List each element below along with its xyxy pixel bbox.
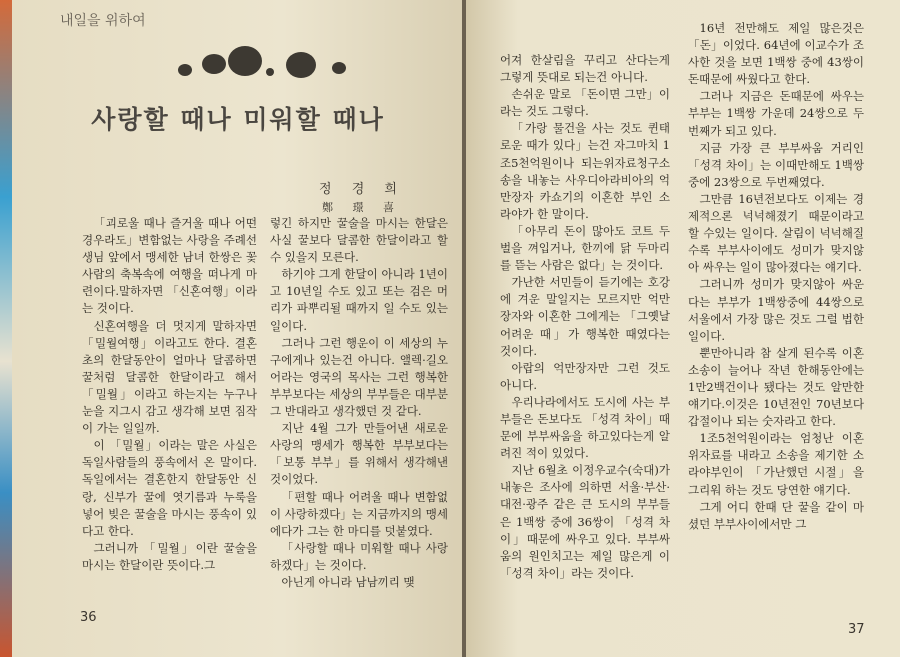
- paragraph: 렇긴 하지만 꿀술을 마시는 한달은 사실 꿀보다 달콤한 한달이라고 할 수 있을지 모른다.: [270, 216, 448, 265]
- paragraph: 「사랑할 때나 미워할 때나 사랑하겠다」는 것이다.: [270, 540, 448, 572]
- paragraph: 「괴로울 때나 즐거울 때나 어떤 경우라도」변함없는 사랑을 주례선생님 앞에서 맹세한 남녀 한쌍은 꽃사람의 축복속에 여행을 떠나게 마련이다.말하자면 「신혼여행」이라는 것이다.: [82, 216, 257, 316]
- paragraph: 그러니까 성미가 맞지않아 싸운다는 부부가 1백쌍중에 44쌍으로 서울에서 가장 많은 것도 그럴 법한 일이다.: [688, 277, 864, 343]
- article-title: 사랑할 때나 미워할 때나: [91, 105, 385, 134]
- page-edge: [0, 0, 12, 657]
- page-number: 36: [80, 610, 97, 625]
- ink-blot-decoration: [172, 40, 372, 90]
- text-column-4: [688, 20, 864, 533]
- paragraph: 우리나라에서도 도시에 사는 부부들은 돈보다도 「성격 차이」때문에 부부싸움을 하고있다는게 알려진 적이 있었다.: [500, 394, 670, 461]
- page-number: 37: [848, 622, 865, 637]
- paragraph: 아닌게 아니라 남남끼리 맺: [281, 574, 415, 589]
- paragraph: 그러나 지금은 돈때문에 싸우는 부부는 1백쌍 가운데 24쌍으로 두번째가 되고 있다.: [688, 89, 864, 138]
- paragraph: 아랍의 억만장자만 그런 것도 아니다.: [500, 360, 670, 392]
- paragraph: 그게 어디 한때 단 꿀을 같이 마셨던 부부사이에서만 그: [688, 499, 864, 531]
- author-name: 정 경 희: [319, 182, 405, 197]
- paragraph: 「가랑 물건을 사는 것도 퀸태로운 때가 있다」는건 자그마치 1조5천억원이나 되는위자료청구소송을 내놓는 사우디아라비아의 억만장자 카쇼기의 이혼한 부인 소라야가 한 말이다.: [500, 121, 670, 221]
- paragraph: 이 「밀월」이라는 말은 사실은 독일사람들의 풍속에서 온 말이다. 독일에서는 결혼한지 한달동안 신랑, 신부가 꿀에 엿기름과 누룩을 넣어 빚은 꿀술을 마시는 풍속이 있다고 한다.: [82, 438, 257, 538]
- paragraph: 뿐만아니라 참 살게 된수록 이혼 소송이 늘어나 작년 한해동안에는 1만2백건이나 됐다는 것도 알만한 얘기다.이것은 10년전인 70년보다 갑절이나 되는 숫자라고 한다.: [688, 345, 864, 429]
- right-page: [466, 0, 900, 657]
- paragraph: 지금 가장 큰 부부싸움 거리인 「성격 차이」는 이때만해도 1백쌍중에 23쌍으로 두번째였다.: [688, 140, 864, 189]
- paragraph: 16년 전만해도 제일 많은것은 「돈」이었다. 64년에 이교수가 조사한 것을 보면 1백쌍 중에 43쌍이 돈때문에 싸웠다고 한다.: [688, 21, 864, 87]
- paragraph: 「편할 때나 어려울 때나 변함없이 사랑하겠다」는 지금까지의 맹세에다가 그는 한 마디를 덧붙였다.: [270, 489, 448, 538]
- paragraph: 손쉬운 말로 「돈이면 그만」이라는 것도 그렇다.: [500, 87, 670, 119]
- author-byline: [312, 178, 412, 215]
- paragraph: 하기야 그게 한달이 아니라 1년이고 10년일 수도 있고 또는 검은 머리가 파뿌리될 때까지 일 수도 있는 일이다.: [270, 267, 448, 333]
- paragraph: 가난한 서민들이 듣기에는 호강에 겨운 말일지는 모르지만 억만장자와 이혼한 그에게는 「그옛날 어려운 때」가 행복한 때였다는 것이다.: [500, 275, 670, 358]
- section-label: 내일을 위하여: [60, 13, 146, 29]
- paragraph: 그만큼 16년전보다도 이제는 경제적으론 넉넉해졌기 때문이라고 할 수있는 일이다. 살림이 넉넉해질 수록 부부사이에도 성미가 맞지않아 싸우는 일이 많아졌다는 얘기다.: [688, 191, 864, 275]
- paragraph: 지난 6월초 이정우교수(숙대)가 내놓은 조사에 의하면 서울·부산·대전·광주 같은 큰 도시의 부부들은 1백쌍 중에 36쌍이 「성격 차이」때문에 싸우고 있다. 부부싸움의 원인치고는 제일 많은게 이 「성격 차이」라는 것이다.: [500, 463, 670, 580]
- paragraph: 지난 4월 그가 만들어낸 새로운 사랑의 맹세가 행복한 부부보다는 「보통 부부」를 위해서 생각해낸 것이었다.: [270, 421, 448, 487]
- paragraph: 그러니까 「밀월」이란 꿀술을 마시는 한달이란 뜻이다.그: [82, 540, 257, 572]
- paragraph: 신혼여행을 더 멋지게 말하자면 「밀월여행」이라고도 한다. 결혼초의 한달동안이 얼마나 달콤하면 꿀처럼 달콤한 한달이라고 해서 「밀월」이라고 하는지는 누구나 눈을 지그시 감고 생각해 보면 짐작이 가는 일일까.: [82, 318, 257, 436]
- text-column-1: [82, 215, 257, 574]
- paragraph: 1조5천억원이라는 엄청난 이혼 위자료를 내라고 소송을 제기한 소라야부인이 「가난했던 시절」을 그리워 하는 것도 당연한 얘기다.: [688, 431, 864, 497]
- paragraph: 「아무리 돈이 많아도 코트 두벌을 껴입거나, 한끼에 닭 두마리를 뜯는 사람은 없다」는 것이다.: [500, 223, 670, 273]
- text-column-2: [270, 215, 448, 591]
- left-page: [12, 0, 464, 657]
- paragraph: 그러나 그런 행운이 이 세상의 누구에게나 있는건 아니다. 앨렉·길오어라는 영국의 목사는 그런 행복한 부부보다는 세상의 부부들은 대부분 그 반대라고 생각했던 것 같다.: [270, 335, 448, 419]
- paragraph: 어져 한살림을 꾸리고 산다는게 그렇게 뜻대로 되는건 아니다.: [500, 53, 670, 85]
- text-column-3: [500, 52, 670, 582]
- author-hanja: 鄭 璟 喜: [322, 201, 402, 214]
